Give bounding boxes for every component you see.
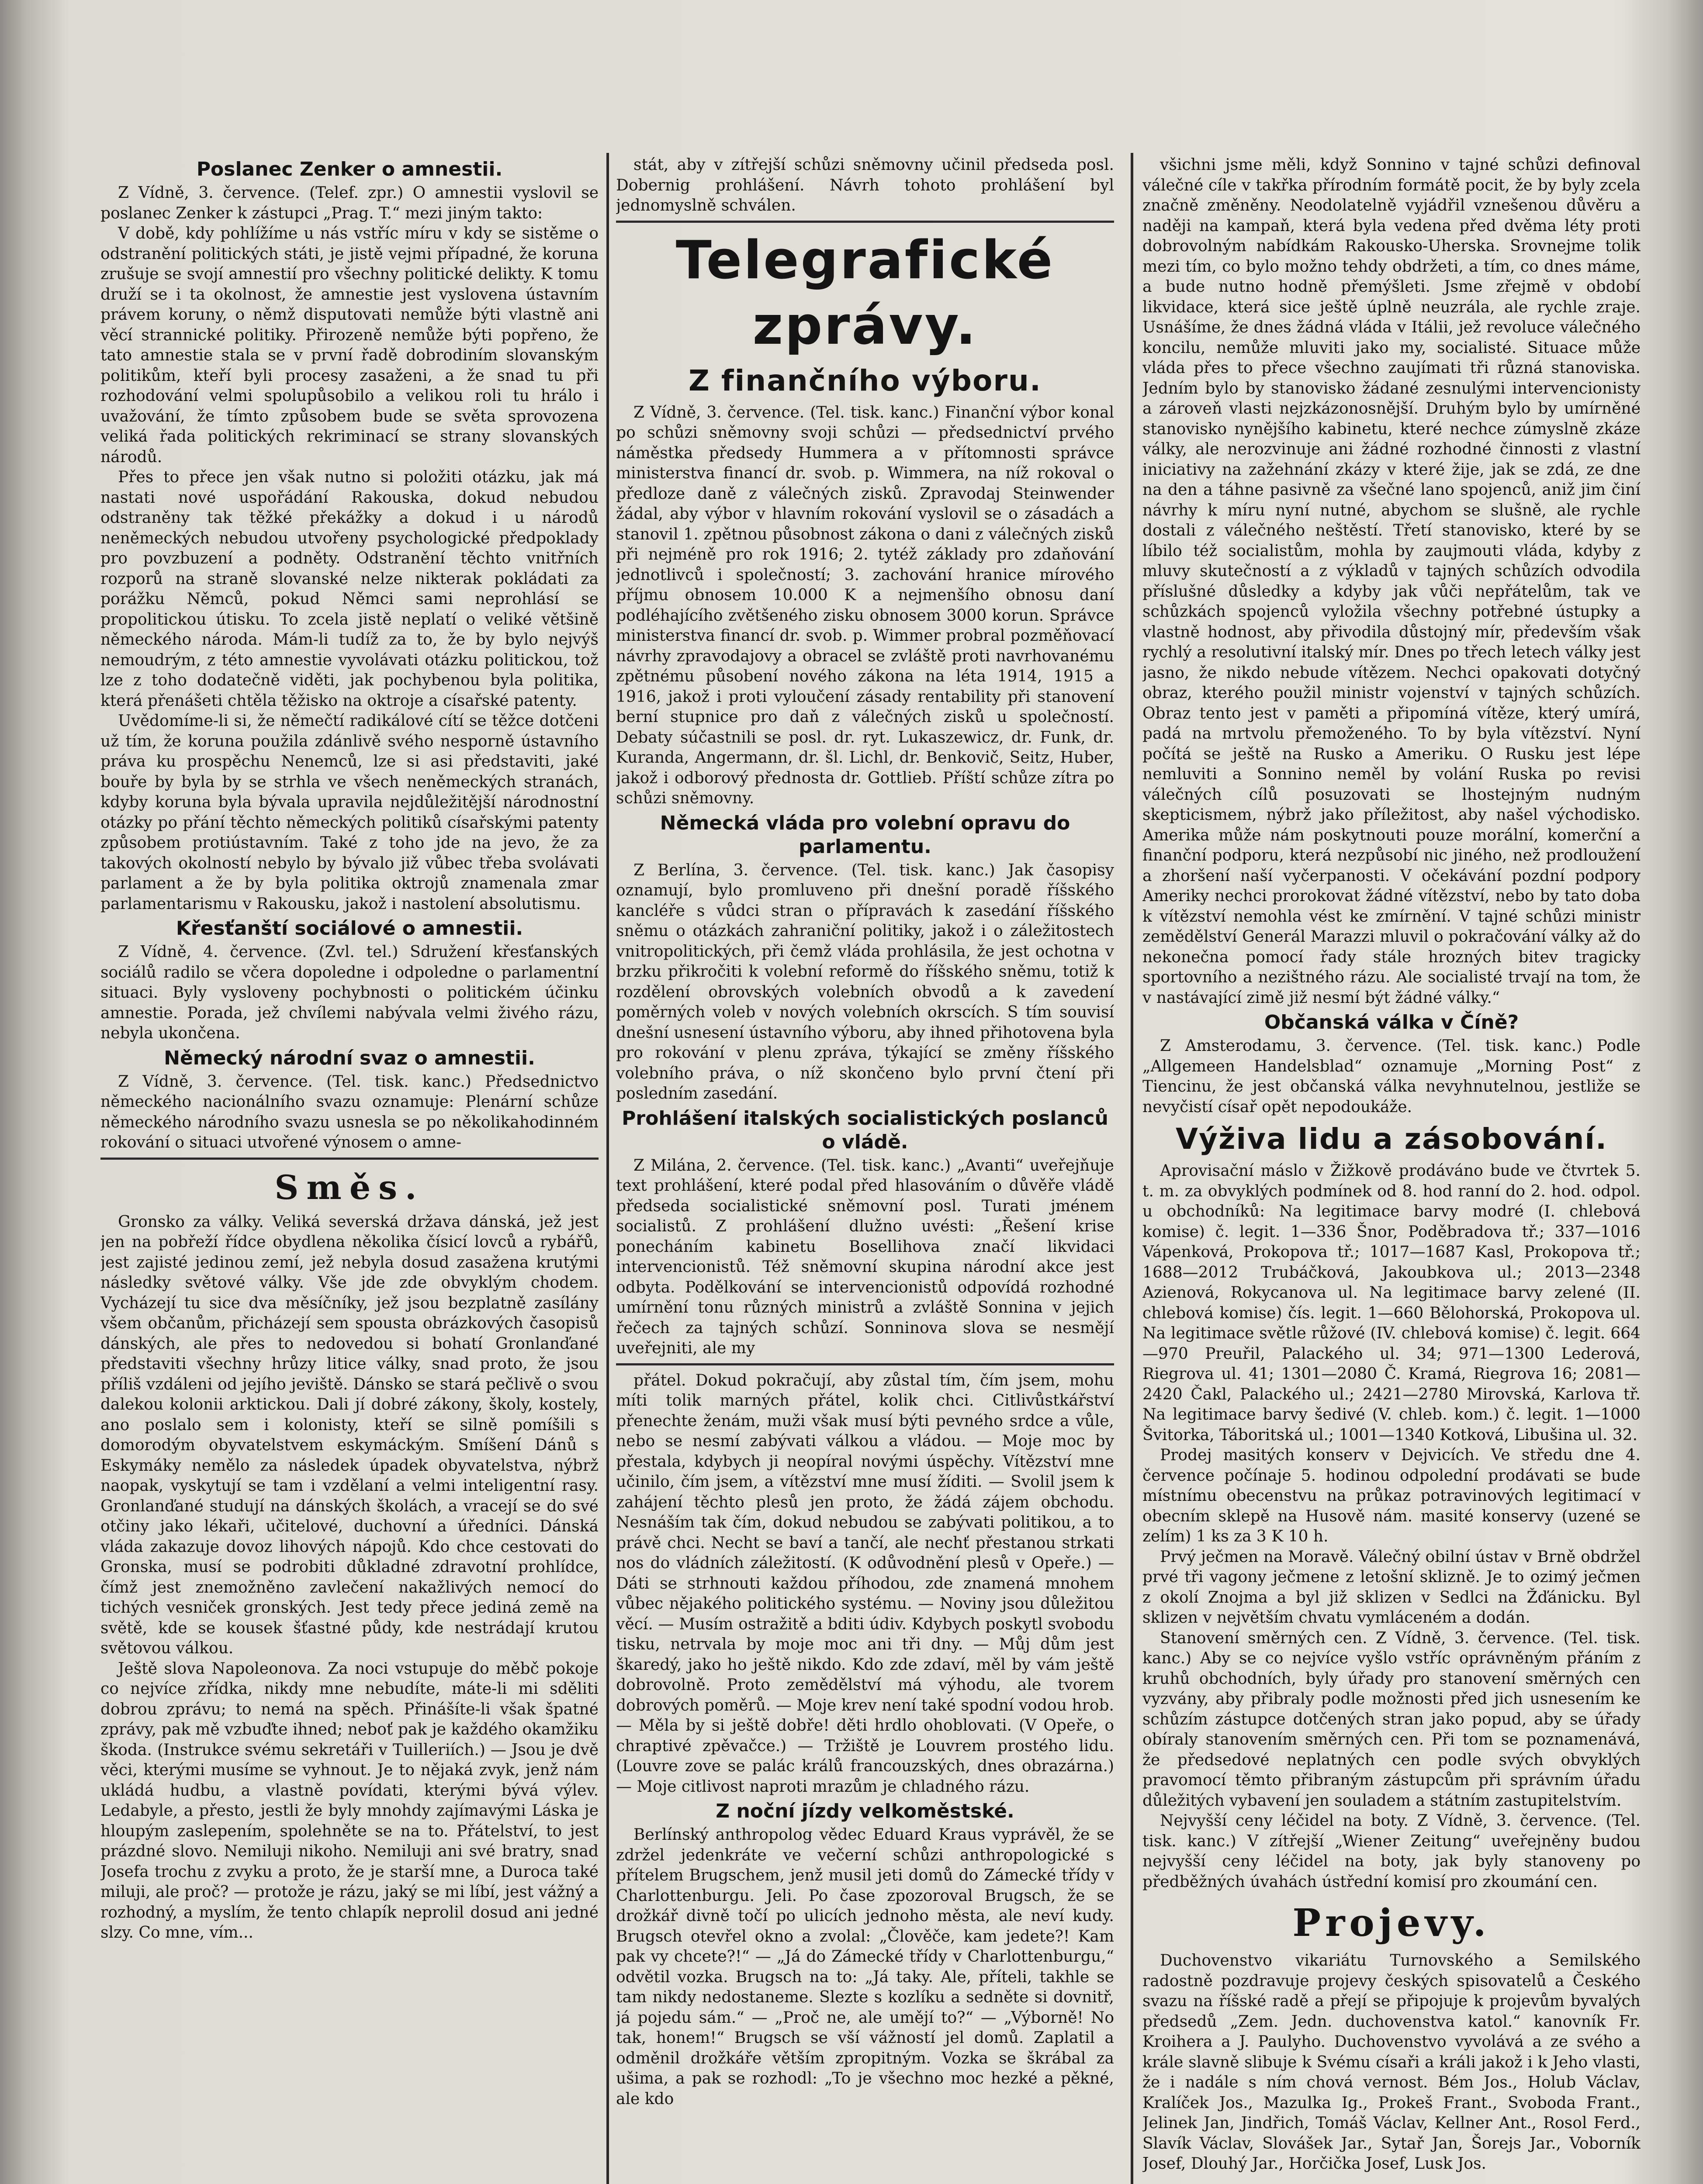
article-heading-christian-socials: Křesťanští sociálové o amnestii. (176, 917, 523, 940)
section-separator (616, 221, 1114, 223)
article-text: Přes to přece jen však nutno si položiti otázku, jak má nastati nové uspořádání Rakouska, dokud nebudou odstraněny tak těžké překážky a dokud i u národů neněmeckých nebudou utvořeny psychologické předpoklady pro povzbuzení a podněty. Odstranění těchto vnitřních rozporů na straně slovanské nelze nikterak pokládati za porážku Němců, pokud Němci sami neprohlásí se propolitickou útisku. To zcela jistě neplatí o veliké většině německého národa. Mám-li tudíž za to, že by bylo nejvýš nemoudrým, z této amnestie vyvolávati otázku politickou, tož lze z toho dodatečně viděti, jak pochybenou byla politika, která přenášeti chtěla těžisko na oktroje a císařské patenty. (100, 468, 599, 710)
section-heading-projevy: Projevy. (1292, 1901, 1491, 1945)
article-text: Z Vídně, 3. července. (Tel. tisk. kanc.) Předsednictvo německého nacionálního svazu oznamuje: Plenární schůze německého národního svazu usnesla se po několikahodinném rokování o situaci utvořené výnosem o amne- (100, 1072, 599, 1151)
section-heading-smes: Směs. (274, 1168, 425, 1207)
article-heading-german-national-union: Německý národní svaz o amnestii. (164, 1047, 535, 1069)
section-separator (616, 1363, 1114, 1365)
column-1 (100, 155, 599, 2184)
article-text: Gronsko za války. Veliká severská država dánská, jež jest jen na pobřeží řídce obydlena několika čísicí lovců a rybářů, jest zajisté jedinou zemí, jež nebyla dosud zasažena krutými následky světové války. Vše jde zde obvyklým chodem. Vycházejí tu sice dva měsíčníky, jež jsou bezplatně zasílány všem občanům, přicházejí sem spousta obrázkových časopisů dánských, ale přes to nedovedou si bohatí Gronlanďané představiti všechny hrůzy litice války, snad proto, že jsou příliš vzdáleni od jejího jeviště. Dánsko se stará pečlivě o svou dalekou kolonii arktickou. Dali jí dobré zákony, školy, kostely, ano poslalo sem i kolonisty, kteří se silně pomíšili s domorodým obyvatelstvem eskymáckým. Smíšení Dánů s Eskymáky nemělo za následek úpadek obyvatelstva, nýbrž naopak, vyskytují se tam i vzdělaní a velmi inteligentní rasy. Gronlanďané studují na dánských školách, a vracejí se do své otčiny jako lékaři, učitelové, duchovní a úředníci. Dánská vláda zakazuje dovoz lihových nápojů. Kdo chce cestovati do Gronska, musí se podrobiti důkladné zdravotní prohlídce, čímž jest znemožněno zavlečení nakažlivých nemocí do tichých vesniček gronských. Jest tedy přece jediná země na světě, kde se kousek šťastné půdy, kde nestrádají krutou světovou válkou. (100, 1213, 599, 1657)
article-text: V době, kdy pohlížíme u nás vstříc míru v kdy se sistěme o odstranění politických státi, je jistě vejmi případné, že koruna zrušuje se svojí amnestií pro všechny politické delikty. K tomu druží se i ta okolnost, že amnestie jest vyslovena ústavním právem koruny, o němž disputovati nemůže býti vlastně ani věcí strannické politiky. Přirozeně nemůže býti popřeno, že tato amnestie stala se v první řadě dobrodiním slovanským politikům, kteří byli procesy zasaženi, a že snad tu při rozhodování velmi spolupůsobilo a velikou roli tu hrálo i uvažování, že tímto způsobem bude se světa sprovozena veliká řada politických rekriminací se strany slovanských národů. (100, 225, 599, 466)
article-text: Z Amsterodamu, 3. července. (Tel. tisk. kanc.) Podle „Allgemeen Handelsblad“ oznamuje „Morning Post“ z Tiencinu, že jest občanská válka nevyhnutelnou, jestliže se nevyčistí císař opět nepodoukáže. (1142, 1037, 1641, 1116)
article-heading-night-ride: Z noční jízdy velkoměstské. (716, 1800, 1014, 1822)
column-3 (1142, 155, 1641, 2184)
column-2 (616, 155, 1114, 2184)
article-text: Nejvyšší ceny léčidel na boty. Z Vídně, 3. července. (Tel. tisk. kanc.) V zítřejší „Wiener Zeitung“ uveřejněny budou nejvyšší ceny léčidel na boty, jak byly stanoveny po předběžných úvahách ústřední komisí pro zkoumání cen. (1142, 1812, 1641, 1891)
article-text: Z Vídně, 3. července. (Tel. tisk. kanc.) Finanční výbor konal po schůzi sněmovny svoji schůzi — předsednictví prvého náměstka předsedy Hummera a v přítomnosti správce ministerstva financí dr. svob. p. Wimmera, na níž rokoval o předloze daně z válečných zisků. Zpravodaj Steinwender žádal, aby výbor v hlavním rokování vyslovil se o zásadách a stanovil 1. zpětnou působnost zákona o dani z válečných zisků při nejméně pro rok 1916; 2. tytéž základy pro zdaňování jednotlivců i společností; 3. zachování hranice mírového příjmu obnosem 10.000 K a nejmenšího obnosu daní podléhajícího zvětšeného zisku obnosem 3000 korun. Správce ministerstva financí dr. svob. p. Wimmer probral pozměňovací návrhy zpravodajovy a obracel se zvláště proti navrhovanému zpětnému působení nového zákona na léta 1914, 1915 a 1916, jakož i proti vyloučení zásady rentability při stanovení berní stupnice pro daň z válečných zisků u společností. Debaty súčastnili se posl. dr. ryt. Lukaszewicz, dr. Funk, dr. Kuranda, Angermann, dr. šl. Lichl, dr. Benkovič, Seitz, Huber, jakož i odborový přednosta dr. Gottlieb. Příští schůze zítra po schůzi sněmovny. (616, 403, 1114, 807)
article-heading-italian-socialists: Prohlášení italských socialistických poslanců o vládě. (622, 1107, 1108, 1153)
article-text: Z Berlína, 3. července. (Tel. tisk. kanc.) Jak časopisy oznamují, bylo promluveno při dnešní poradě říšského kancléře s vůdci stran o přípravách k zasedání říšského sněmu o otázkách zahraniční politiky, jakož i o záležitostech vnitropolitických, při čemž vláda prohlásila, že jest ochotna v brzku přikročiti k volební reformě do říšského sněmu, totiž k rozdělení obrovských volebních obvodů a k zavedení poměrných voleb v nových volebních okrscích. S tím souvisí dnešní usnesení ústavního výboru, aby ihned přihotovena byla pro rokování v plenu zpráva, týkající se změny říšského volebního práva, o níž skončeno bylo první čtení při posledním zasedání. (616, 861, 1114, 1102)
article-text: Duchovenstvo vikariátu Turnovského a Semilského radostně pozdravuje projevy českých spisovatelů a Českého svazu na říšské radě a přejí se připojuje k projevům byvalých předsedů „Zem. Jedn. duchovenstva katol.“ kanovník Fr. Kroihera a J. Paulyho. Duchovenstvo vyvolává a ze svého a krále slavně slibuje k Svému císaři a králi jakož i k Jeho vlasti, že i nadále s ním chová vernost. Bém Jos., Holub Václav, Kralíček Jos., Mazulka Ig., Prokeš Frant., Svoboda Frant., Jelinek Jan, Jindřich, Tomáš Václav, Kellner Ant., Rosol Ferd., Slavík Václav, Slovášek Jar., Sytař Jan, Šorejs Jar., Voborník Josef, Dlouhý Jar., Horčička Josef, Lusk Jos. (1142, 1952, 1641, 2173)
article-text: Aprovisační máslo v Žižkově prodáváno bude ve čtvrtek 5. t. m. za obvyklých podmínek od 8. hod ranní do 2. hod. odpol. u obchodníků: Na legitimace barvy modré (I. chlebová komise) č. legit. 1—336 Šnor, Poděbradova tř.; 337—1016 Vápenková, Prokopova tř.; 1017—1687 Kasl, Prokopova tř.; 1688—2012 Trubáčková, Jakoubkova ul.; 2013—2348 Azienová, Rokycanova ul. Na legitimace barvy zelené (II. chlebová komise) čís. legit. 1—660 Bělohorská, Prokopova ul. Na legitimace světle růžové (IV. chlebová komise) č. legit. 664—970 Preuřil, Palackého ul. 34; 971—1300 Lederová, Riegrova ul. 41; 1301—2080 Č. Kramá, Riegrova 16; 2081—2420 Čakl, Palackého ul.; 2421—2780 Mirovská, Karlova tř. Na legitimace barvy šedivé (V. chleb. kom.) č. legit. 1—1000 Švitorka, Táboritská ul.; 1001—1340 Kotková, Libušina ul. 32. (1142, 1162, 1641, 1444)
article-heading-zenker: Poslanec Zenker o amnestii. (196, 158, 503, 180)
article-text: všichni jsme měli, když Sonnino v tajné schůzi definoval válečné cíle v takřka přírodním formátě pocit, že by byly zcela značně změněny. Neodolatelně vyjádřil vznešenou důvěru a naději na kampaň, která byla vedena před dvěma léty proti dobrovolným nabídkám Rakousko-Uherska. Srovnejme tolik mezi tím, co bylo možno tehdy obdržeti, a tím, co dnes máme, a bude nutno hodně přemýšleti. Jsme zřejmě v období likvidace, která sice ještě úplně neuzrála, ale rychle zraje. Usnášíme, že dnes žádná vláda v Itálii, jež revoluce válečného koncilu, nemůže mluviti jako my, socialisté. Situace může vláda přes to přece všechno zaujímati tři různá stanoviska. Jedním bylo by stanovisko žádané zesnulými intervencionisty a zároveň vlasti nejzkázonosnější. Druhým bylo by umírněné stanovisko nynějšího kabinetu, které nechce zúmyslně zkáze války, ale nerozvinuje ani žádné rozhodné činnosti z vlastní iniciativy na zažehnání zkázy v které žije, jak se zdá, ze dne na den a táhne pasivně za všečné lano spojenců, aniž jim činí návrhy k míru nyní nutné, abychom se slušně, ale rychle dostali z válečného neštěstí. Třetí stanovisko, které by se líbilo též socialistům, mohla by zaujmouti vláda, kdyby z mluvy skutečností a z výkladů v tajných schůzích odvodila příslušné důsledky a kdyby jak vůči nepřátelům, tak ve schůzkách spojenců vyložila všechny potřebné ústupky a vlastně hodnost, aby přivodila důstojný mír, především však rychlý a resolutivní italský mír. Dnes po třech letech války jest jasno, že nikdo nebude vítězem. Nechci opakovati dotyčný obraz, kterého použil ministr vojenství v tajných schůzích. Obraz tento jest v paměti a připomíná vítěze, který umírá, padá na mrtvolu přemoženého. To by byla vítězství. Nyní počítá se ještě na Rusko a Ameriku. O Rusku jest lépe nemluviti a Sonnino neměl by volání Ruska po revisi válečných cílů posuzovati se lhostejným nudným skepticismem, nýbrž jako příležitost, aby našel východisko. Amerika může nám poskytnouti pouze morální, komerční a finanční podporu, která nezpůsobí nic jiného, než prodloužení a zhoršení naší vyčerpanosti. V očekávání pozdní podpory Ameriky nechci prorokovat žádné vítězství, nebo by tato doba k vítězství nemohla vést ke zmírnění. V tajné schůzi ministr zemědělství Generál Marazzi mluvil o pokračování války až do nekonečna pomocí řady stále hrozných bitev tragicky sportovního a nezištného rázu. Ale socialisté trvají na tom, že v nastávající zimě již nesmí být žádné války.“ (1142, 156, 1641, 1007)
article-text: Prodej masitých konserv v Dejvicích. Ve středu dne 4. července počínaje 5. hodinou odpolední prodávati se bude místnímu obecenstvu na průkaz potravinových legitimací v obecním sklepě na Husově nám. masité konservy (uzené se zelím) 1 ks za 3 K 10 h. (1142, 1446, 1641, 1545)
article-text: stát, aby v zítřejší schůzi sněmovny učinil předseda posl. Dobernig prohlášení. Návrh tohoto prohlášení byl jednomyslně schválen. (616, 156, 1114, 214)
section-heading-telegrams: Telegrafické zprávy. (675, 230, 1055, 356)
article-heading-food-supply: Výživa lidu a zásobování. (1175, 1122, 1608, 1156)
article-text: přátel. Dokud pokračují, aby zůstal tím, čím jsem, mohu míti tolik marných přátel, kolik chci. Citlivůstkářství přenechte ženám, muži však musí býti pevného srdce a vůle, nebo se nesmí zabývati válkou a vládou. — Moje moc by přestala, kdybych ji neopíral novými úspěchy. Vítězství mne učinilo, čím jsem, a vítězství mne musí žíditi. — Svolil jsem k zahájení těchto plesů jen proto, že žádá zájem obchodu. Nesnáším tak čím, dokud nebudou se zabývati politikou, a to právě chci. Necht se baví a tančí, ale nechť přestanou strkati nos do vládních záležitostí. (K odůvodnění plesů v Opeře.) — Dáti se strhnouti každou příhodou, zde znamená mnohem vůbec nějakého politického systému. — Noviny jsou důležitou věcí. — Musím ostražitě a bditi údiv. Kdybych poskytl svobodu tisku, netrvala by moje moc ani tři dny. — Můj dům jest škaredý, jako ho ještě nikdo. Kdo zde zdaví, měl by vám ještě dobrovolně. Proto zemědělství má výhodu, ale tvorem dobrových poměrů. — Moje krev není také spodní vodou hrob. — Měla by si ještě dobře! děti hrdlo ohoblovati. (V Opeře, o chraptivé zpěvačce.) — Tržiště je Louvrem prostého lidu. (Louvre zove se palác králů francouzských, dnes obrazárna.) — Moje citlivost naproti mrazům je chladného rázu. (616, 1371, 1114, 1796)
column-divider-1 (606, 153, 609, 2184)
article-text: Stanovení směrných cen. Z Vídně, 3. července. (Tel. tisk. kanc.) Aby se co nejvíce vyšlo vstříc oprávněným přáním z kruhů obchodních, byly úřady pro stanovení směrných cen vyzvány, aby přibraly podle možnosti před jich usnesením ke schůzím zástupce dotčených stran jako popud, aby se úřady obíraly stanovením směrných cen. Při tom se poznamenává, že předsedové neplatných cen podle svých obvyklých pravomocí těmto přibraným zástupcům při správním úřadu důležitých vybavení jen souladem a státním zastupitelstvím. (1142, 1629, 1641, 1810)
article-text: Berlínský anthropolog vědec Eduard Kraus vyprávěl, že se zdržel jedenkráte ve večerní schůzi anthropologické s přítelem Brugschem, jenž musil jeti domů do Zámecké třídy v Charlottenburgu. Jeli. Po čase zpozoroval Brugsch, že se drožkář divně točí po ulicích jednoho města, ale neví kudy. Brugsch otevřel okno a zvolal: „Člověče, kam jedete?! Kam pak vy chcete?!“ — „Já do Zámecké třídy v Charlottenburgu,“ odvětil vozka. Brugsch na to: „Já taky. Ale, příteli, takhle se tam nikdy nedostaneme. Slezte s kozlíku a sedněte si dovnitř, já pojedu sám.“ — „Proč ne, ale umějí to?“ — „Výborně! No tak, honem!“ Brugsch se vší vážností jel domů. Zaplatil a odměnil drožkáře větším zpropitným. Vozka se škrábal za ušima, a pak se rozhodl: „To je všechno moc hezké a pěkné, ale kdo (616, 1826, 1114, 2108)
article-text: Z Vídně, 4. července. (Zvl. tel.) Sdružení křesťanských sociálů radilo se včera dopoledne i odpoledne o parlamentní situaci. Byly vysloveny pochybnosti o politickém účinku amnestie. Porada, jež chvílemi nabývala velmi živého rázu, nebyla ukončena. (100, 943, 599, 1042)
section-separator (100, 1158, 599, 1160)
article-text: Z Milána, 2. července. (Tel. tisk. kanc.) „Avanti“ uveřejňuje text prohlášení, které podal před hlasováním o důvěře vládě předseda socialistické sněmovní posl. Turati jménem socialistů. Z prohlášení dlužno uvésti: „Řešení krise ponecháním kabinetu Bosellihova značí likvidaci intervencionistů. Též sněmovní skupina národní akce jest odbyta. Podělkování se intervencionistů odpovídá rozhodné umírnění tonu různých ministrů a zvláště Sonnina v jejich řečech za tajných schůzí. Sonninova slova se nesmějí uveřejniti, ale my (616, 1156, 1114, 1357)
article-heading-finance-committee: Z finančního výboru. (689, 363, 1042, 397)
article-heading-china-civil-war: Občanská válka v Číně? (1264, 1011, 1519, 1033)
article-text: Z Vídně, 3. července. (Telef. zpr.) O amnestii vyslovil se poslanec Zenker k zástupci „Prag. T.“ mezi jiným takto: (100, 184, 599, 222)
article-text: Prvý ječmen na Moravě. Válečný obilní ústav v Brně obdržel prvé tři vagony ječmene z letošní sklizně. Je to ozimý ječmen z okolí Znojma a byl již sklizen v Sedlci na Žďánicku. Byl sklizen v největším chvatu vymláceném a dodán. (1142, 1548, 1641, 1627)
article-text: Uvědomíme-li si, že němečtí radikálové cítí se těžce dotčeni už tím, že koruna použila zdánlivě svého nesporně ústavního práva ku prospěchu Nenemců, lze si asi představiti, jaké bouře by byla by se strhla ve všech neněmeckých stranách, kdyby koruna byla bývala upravila nejdůležitější národnostní otázky po přání těchto německých politiků císařskými patenty způsobem protiústavním. Také z toho jde na jevo, že za takových okolností nebylo by bývalo již vůbec třeba svolávati parlament a že by byla politika oktrojů znamenala zmar parlamentarismu v Rakousku, jakož i nastolení absolutismu. (100, 712, 599, 913)
article-text: Ještě slova Napoleonova. Za noci vstupuje do měbč pokoje co nejvíce zřídka, nikdy mne nebudíte, máte-li mi sděliti dobrou zprávu; to nemá na spěch. Přinášíte-li však špatné zprávy, pak mě vzbuďte ihned; neboť pak je každého okamžiku škoda. (Instrukce svému sekretáři v Tuilleriích.) — Jsou je dvě věci, kterými musíme se vyhnout. Je to nějaká zvyk, jenž nám ukládá hudbu, a vlastně povídati, kterými bývá výlev. Ledabyle, a přesto, jestli že byly mnohdy zajímavými Láska je hloupým zaslepením, spolehněte se na to. Přátelství, to jest prázdné slovo. Nemiluji nikoho. Nemiluji ani své bratry, snad Josefa trochu z zvyku a proto, že je starší mne, a Duroca také miluji, ale proč? — protože je rázu, jaký se mi líbí, jest vážný a rozhodný, a myslím, že tento chlapík neprolil dosud ani jedné slzy. Co mne, vím... (100, 1659, 599, 1942)
column-divider-2 (1131, 153, 1133, 2184)
article-heading-german-electoral-reform: Německá vláda pro volební opravu do parlamentu. (660, 812, 1070, 858)
